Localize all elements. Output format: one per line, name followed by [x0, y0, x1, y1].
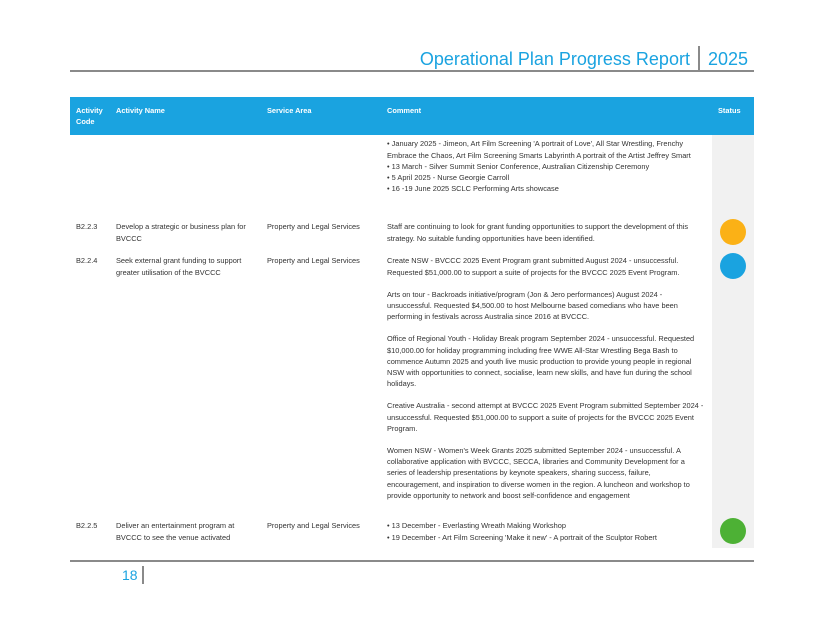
footer-rule — [70, 560, 754, 562]
activity-code: B2.2.4 — [76, 256, 98, 266]
comment-cell — [381, 251, 712, 516]
list-item: • 5 April 2025 - Nurse Georgie Carroll — [387, 173, 510, 183]
col-activity-name: Activity Name — [110, 97, 261, 135]
status-cell — [712, 135, 754, 217]
header-divider — [698, 46, 700, 72]
table-header-row — [70, 97, 754, 135]
status-cell — [712, 251, 754, 516]
page-number-divider — [142, 566, 144, 584]
comment-paragraph: Arts on tour - Backroads initiative/program (Jon & Jero performances) August 2024 - unsuccessful. Requested $4,500.00 to host Melbourne based comedians who have been performing in festivals across Australia since 2016 at BVCCC. — [387, 289, 678, 322]
comment-paragraph: Staff are continuing to look for grant funding opportunities to support the development of this strategy. No suitable funding opportunities have been identified. — [387, 222, 689, 243]
status-indicator — [720, 219, 746, 245]
status-indicator — [720, 518, 746, 544]
col-activity-code: Activity Code — [70, 97, 110, 135]
table-row — [70, 251, 754, 516]
comment-cell — [381, 217, 712, 251]
comment-cell — [381, 516, 712, 548]
list-item: • 13 March - Silver Summit Senior Conference, Australian Citizenship Ceremony — [387, 161, 650, 171]
list-item: • 19 December - Art Film Screening 'Make it new' - A portrait of the Sculptor Robert — [387, 532, 657, 542]
table-row — [70, 217, 754, 251]
table-row-continued — [70, 135, 754, 217]
list-item: • 13 December - Everlasting Wreath Making Workshop — [387, 521, 566, 531]
status-cell — [712, 217, 754, 251]
comment-paragraph: Women NSW - Women's Week Grants 2025 submitted September 2024 - unsuccessful. A collaborative application with BVCCC, SECCA, libraries and Community Development for a series of leadership presentations by keynote speakers, sharing success, failure, encouragement, and inspiration to diverse women in the region. A luncheon and workshop to provide opportunity to network and boost self-confidence and engagement — [387, 446, 690, 500]
service-area: Property and Legal Services — [267, 256, 360, 266]
header-rule — [70, 70, 754, 72]
col-status: Status — [712, 97, 754, 135]
activity-name: Seek external grant funding to support greater utilisation of the BVCCC — [116, 256, 242, 277]
service-area: Property and Legal Services — [267, 521, 360, 531]
page-number — [122, 566, 144, 584]
col-service-area: Service Area — [261, 97, 381, 135]
table-row — [70, 516, 754, 548]
comment-cell — [381, 135, 712, 217]
col-comment: Comment — [381, 97, 712, 135]
service-area: Property and Legal Services — [267, 222, 360, 232]
comment-paragraph: Office of Regional Youth - Holiday Break program September 2024 - unsuccessful. Requested $10,000.00 for holiday programming including free WWE All-Star Wrestling Bega Bash to commence Autumn 2025 and youth live music production to provide young people in regional NSW with opportunities to connect, socialise, learn new skills, and have fun during the school holidays. — [387, 334, 695, 389]
report-header — [420, 46, 748, 72]
list-item: • January 2025 - Jimeon, Art Film Screening 'A portrait of Love', All Star Wrestling, Frenchy Embrace the Chaos, Art Film Screening Smarts Labyrinth A portrait of the Artist Jeffrey Smart — [387, 139, 691, 160]
page-number-text: 18 — [122, 567, 138, 583]
activity-name: Develop a strategic or business plan for BVCCC — [116, 222, 246, 243]
comment-paragraph: Creative Australia - second attempt at BVCCC 2025 Event Program submitted September 2024 - unsuccessful. Requested $51,000.00 to support a suite of projects for the BVCCC 2025 Event Program. — [387, 401, 704, 433]
activity-name: Deliver an entertainment program at BVCCC to see the venue activated — [116, 521, 235, 542]
activity-code: B2.2.5 — [76, 521, 98, 531]
progress-table — [70, 97, 754, 548]
report-title: Operational Plan Progress Report — [419, 48, 690, 69]
list-item: • 16 -19 June 2025 SCLC Performing Arts showcase — [387, 184, 559, 194]
comment-paragraph: Create NSW - BVCCC 2025 Event Program grant submitted August 2024 - unsuccessful. Requested $51,000.00 to support a suite of projects for the BVCCC 2025 Event Program. — [387, 256, 680, 277]
status-indicator — [720, 253, 746, 279]
status-cell — [712, 516, 754, 548]
report-year: 2025 — [707, 48, 748, 69]
activity-code: B2.2.3 — [76, 222, 98, 232]
